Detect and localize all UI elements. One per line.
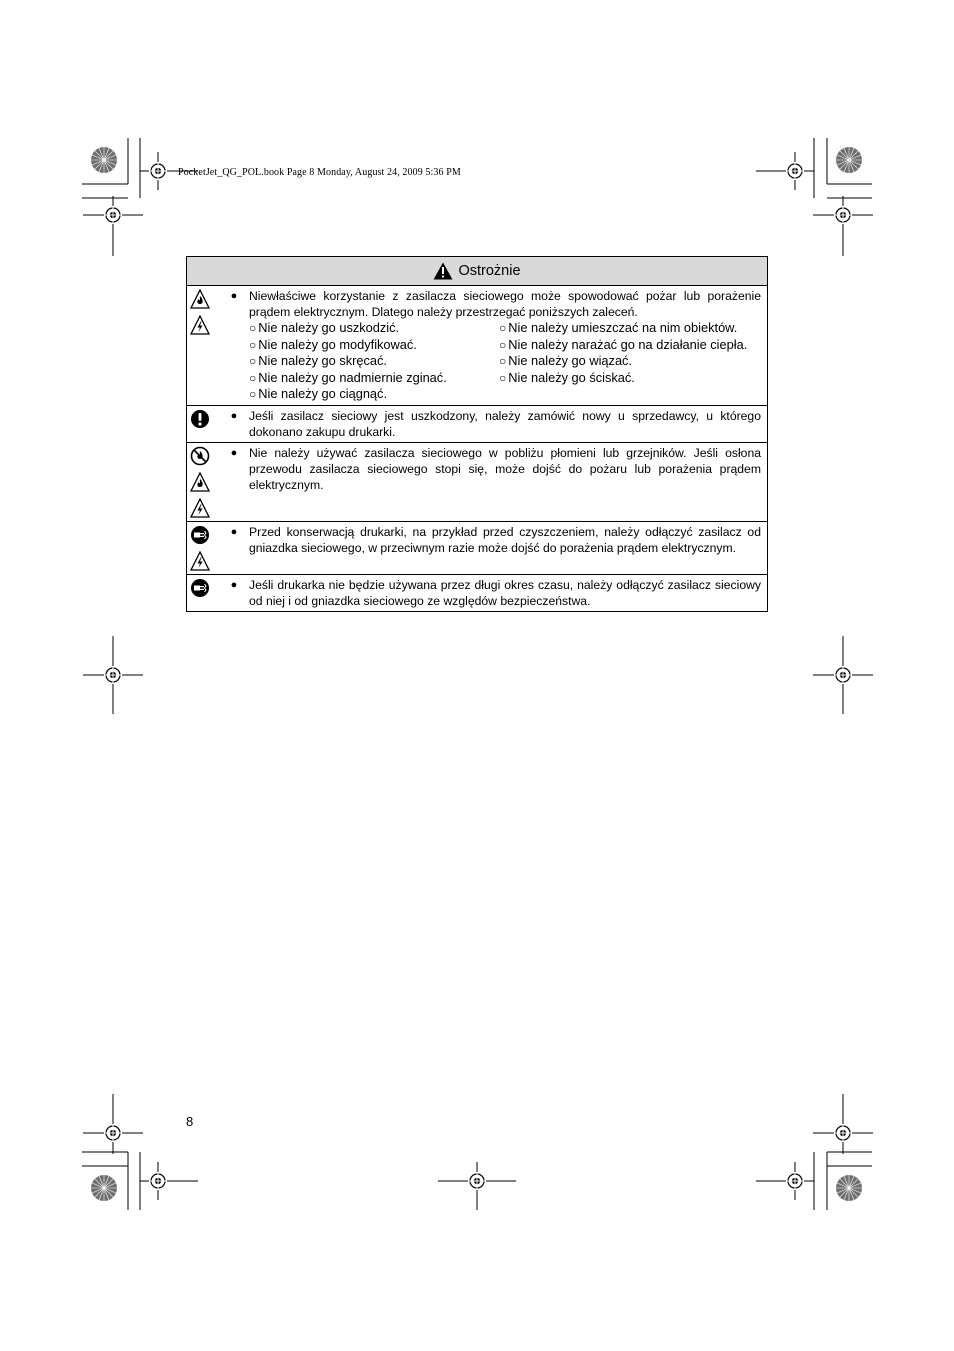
unplug-icon <box>190 578 210 598</box>
caution-row <box>187 406 767 443</box>
bullet: ● <box>230 290 238 302</box>
bullet: ● <box>230 446 238 459</box>
caution-text: Przed konserwacją drukarki, na przykład przed czyszczeniem, należy odłączyć zasilacz od gniazdka sieciowego, w przeciwnym razie może dojść do porażenia prądem elektrycznym. <box>249 524 761 555</box>
electric-shock-warning-icon <box>190 551 210 571</box>
caution-title: Ostrożnie <box>458 263 521 279</box>
caution-text: Nie należy używać zasilacza sieciowego w pobliżu płomieni lub grzejników. Jeśli osłona przewodu zasilacza sieciowego stopi się, może dojść do pożaru lub porażenia prądem elektrycznym. <box>249 445 761 492</box>
caution-row <box>187 575 767 611</box>
list-item: ○ Nie należy go modyfikować. <box>249 337 499 354</box>
bullet: ● <box>230 578 238 591</box>
caution-header <box>187 257 767 286</box>
list-item: ○ Nie należy narażać go na działanie ciepła. <box>499 337 761 354</box>
no-open-flame-icon <box>190 446 210 466</box>
list-item: ○ Nie należy go ściskać. <box>499 370 761 387</box>
page-number: 8 <box>186 1114 194 1129</box>
book-file-info: PocketJet_QG_POL.book Page 8 Monday, August 24, 2009 5:36 PM <box>178 167 461 178</box>
electric-shock-warning-icon <box>190 498 210 518</box>
list-item: ○ Nie należy go nadmiernie zginać. <box>249 370 499 387</box>
bullet: ● <box>230 525 238 538</box>
caution-table <box>186 256 768 612</box>
caution-row <box>187 443 767 522</box>
electric-shock-warning-icon <box>190 315 210 335</box>
list-item: ○ Nie należy umieszczać na nim obiektów. <box>499 320 761 337</box>
mandatory-action-icon <box>190 409 210 429</box>
caution-text: Jeśli drukarka nie będzie używana przez długi okres czasu, należy odłączyć zasilacz sieciowy od niej i od gniazdka sieciowego ze względów bezpieczeństwa. <box>249 577 761 608</box>
caution-text: Jeśli zasilacz sieciowy jest uszkodzony, należy zamówić nowy u sprzedawcy, u którego dokonano zakupu drukarki. <box>249 408 761 439</box>
bullet: ● <box>230 409 238 422</box>
fire-warning-icon <box>190 472 210 492</box>
unplug-icon <box>190 525 210 545</box>
list-item: ○ Nie należy go ciągnąć. <box>249 386 499 403</box>
caution-text: Niewłaściwe korzystanie z zasilacza sieciowego może spowodować pożar lub porażenie prądem elektrycznym. Dlatego należy przestrzegać poniższych zaleceń. <box>249 289 761 319</box>
caution-row <box>187 522 767 575</box>
fire-warning-icon <box>190 289 210 309</box>
list-item: ○ Nie należy go uszkodzić. <box>249 320 499 337</box>
caution-sublist <box>249 320 761 403</box>
list-item: ○ Nie należy go skręcać. <box>249 353 499 370</box>
list-item: ○ Nie należy go wiązać. <box>499 353 761 370</box>
caution-row <box>187 286 767 406</box>
warning-triangle-icon <box>433 262 453 280</box>
